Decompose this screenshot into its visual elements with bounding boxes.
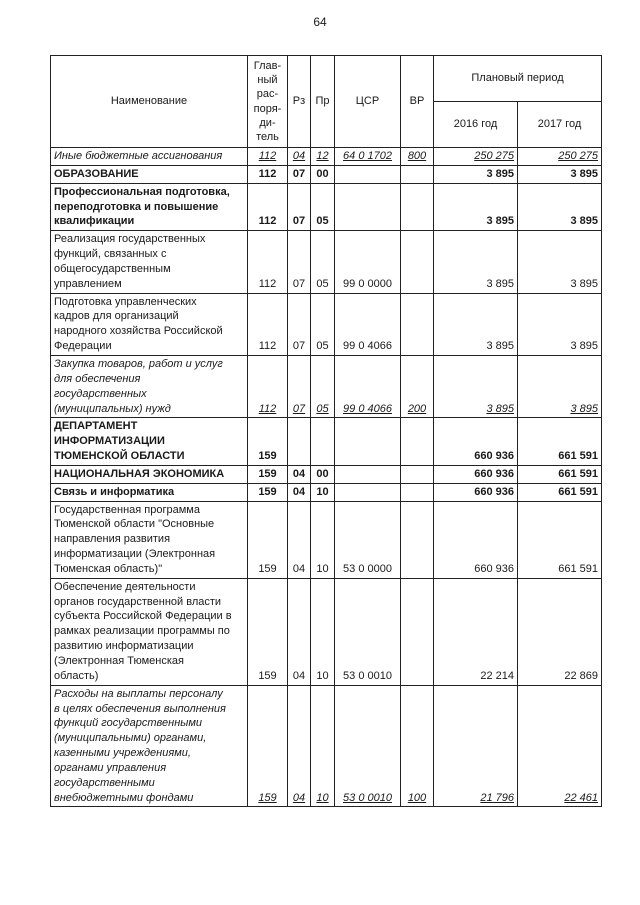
row-csr [335, 483, 401, 501]
row-name [51, 685, 248, 807]
row-rz: 04 [288, 685, 311, 807]
row-vr [401, 293, 434, 355]
row-name-line: Расходы на выплаты персоналу [54, 687, 223, 700]
row-name [51, 578, 248, 685]
row-amount-2016: 250 275 [434, 148, 518, 166]
row-pr: 05 [311, 231, 335, 293]
row-name [51, 165, 248, 183]
row-name-line: (муниципальными) органами, [54, 732, 207, 745]
row-name-line: субъекта Российской Федерации в [54, 610, 232, 623]
row-rz [288, 418, 311, 466]
row-amount-2017: 661 591 [518, 465, 602, 483]
row-csr: 99 0 0000 [335, 231, 401, 293]
row-pr: 10 [311, 578, 335, 685]
row-name-line: органов государственной власти [54, 595, 222, 608]
header-planned-period: Плановый период [434, 56, 602, 102]
row-vr [401, 183, 434, 231]
row-amount-2016: 3 895 [434, 355, 518, 417]
table-row [51, 465, 602, 483]
row-csr: 99 0 4066 [335, 293, 401, 355]
row-name-line: (муниципальных) нужд [54, 402, 171, 415]
header-admin [248, 56, 288, 148]
row-name-line: управлением [54, 277, 122, 290]
row-csr [335, 418, 401, 466]
row-vr [401, 501, 434, 578]
row-rz: 04 [288, 483, 311, 501]
row-admin: 159 [248, 685, 288, 807]
row-amount-2016: 660 936 [434, 483, 518, 501]
row-admin: 112 [248, 293, 288, 355]
row-csr: 99 0 4066 [335, 355, 401, 417]
row-rz: 04 [288, 148, 311, 166]
header-csr: ЦСР [335, 56, 401, 148]
table-row [51, 418, 602, 466]
row-name-line: информатизации (Электронная [54, 548, 216, 561]
row-vr [401, 578, 434, 685]
header-admin-line: тель [256, 131, 279, 144]
table-row [51, 355, 602, 417]
row-csr [335, 183, 401, 231]
header-admin-line: ный [257, 73, 278, 86]
row-name-line: народного хозяйства Российской [54, 325, 223, 338]
row-csr: 53 0 0000 [335, 501, 401, 578]
row-vr [401, 418, 434, 466]
table-row [51, 483, 602, 501]
row-amount-2016: 660 936 [434, 418, 518, 466]
table-row [51, 501, 602, 578]
table-row [51, 165, 602, 183]
row-amount-2016: 22 214 [434, 578, 518, 685]
header-rz: Рз [288, 56, 311, 148]
row-name-line: функций, связанных с [54, 248, 167, 261]
row-name-line: Иные бюджетные ассигнования [54, 150, 223, 162]
table-row [51, 685, 602, 807]
table-row [51, 293, 602, 355]
row-name-line: Закупка товаров, работ и услуг [54, 357, 223, 370]
row-amount-2016: 3 895 [434, 231, 518, 293]
header-year-2017: 2017 год [518, 102, 602, 148]
row-name-line: направления развития [54, 533, 171, 546]
row-amount-2016: 3 895 [434, 183, 518, 231]
row-name-line: Тюменской области "Основные [54, 518, 215, 531]
row-name [51, 501, 248, 578]
row-amount-2016: 3 895 [434, 293, 518, 355]
row-admin: 159 [248, 501, 288, 578]
row-vr [401, 465, 434, 483]
row-amount-2017: 661 591 [518, 501, 602, 578]
row-name-line: Государственная программа [54, 503, 200, 516]
row-amount-2017: 22 461 [518, 685, 602, 807]
row-admin: 159 [248, 418, 288, 466]
header-admin-line: поря- [253, 102, 282, 115]
row-name-line: казенными учреждениями, [54, 747, 191, 760]
row-rz: 04 [288, 465, 311, 483]
row-csr: 53 0 0010 [335, 578, 401, 685]
row-name-line: Подготовка управленческих [54, 295, 197, 308]
row-amount-2016: 660 936 [434, 501, 518, 578]
row-admin: 112 [248, 231, 288, 293]
row-pr: 05 [311, 293, 335, 355]
row-admin: 159 [248, 578, 288, 685]
row-name-line: общегосударственным [54, 262, 171, 275]
row-name [51, 418, 248, 466]
row-name-line: ОБРАЗОВАНИЕ [54, 167, 139, 180]
row-vr [401, 483, 434, 501]
row-pr [311, 418, 335, 466]
row-pr: 10 [311, 483, 335, 501]
row-name-line: рамках реализации программы по [54, 625, 230, 638]
row-name-line: область) [54, 669, 99, 682]
table-row [51, 148, 602, 166]
table-row [51, 183, 602, 231]
row-name [51, 465, 248, 483]
row-name [51, 148, 248, 166]
table-row [51, 231, 602, 293]
row-csr: 64 0 1702 [335, 148, 401, 166]
row-name-line: развитию информатизации [54, 640, 194, 653]
row-admin: 112 [248, 148, 288, 166]
row-admin: 112 [248, 183, 288, 231]
row-admin: 112 [248, 355, 288, 417]
row-rz: 07 [288, 165, 311, 183]
row-pr: 05 [311, 355, 335, 417]
row-name-line: органами управления [54, 761, 167, 774]
row-vr: 800 [401, 148, 434, 166]
row-name-line: (Электронная Тюменская [54, 655, 184, 667]
row-amount-2016: 3 895 [434, 165, 518, 183]
row-rz: 04 [288, 578, 311, 685]
row-name-line: Обеспечение деятельности [54, 580, 196, 593]
row-name-line: для обеспечения [54, 372, 141, 385]
row-admin: 159 [248, 465, 288, 483]
row-amount-2017: 3 895 [518, 355, 602, 417]
row-name-line: переподготовка и повышение [54, 200, 219, 213]
row-name-line: ТЮМЕНСКОЙ ОБЛАСТИ [54, 450, 185, 463]
header-name: Наименование [51, 56, 248, 148]
row-name-line: кадров для организаций [54, 310, 179, 323]
row-rz: 04 [288, 501, 311, 578]
table-body [51, 148, 602, 807]
row-pr: 10 [311, 501, 335, 578]
row-pr: 00 [311, 165, 335, 183]
table-row [51, 578, 602, 685]
row-name-line: квалификации [54, 215, 135, 228]
row-pr: 10 [311, 685, 335, 807]
row-vr: 100 [401, 685, 434, 807]
header-year-2016: 2016 год [434, 102, 518, 148]
row-name-line: НАЦИОНАЛЬНАЯ ЭКОНОМИКА [54, 467, 225, 480]
row-admin: 159 [248, 483, 288, 501]
row-name [51, 183, 248, 231]
row-name-line: государственных [54, 387, 147, 400]
header-pr: Пр [311, 56, 335, 148]
row-amount-2017: 3 895 [518, 165, 602, 183]
row-name-line: Реализация государственных [54, 233, 206, 246]
row-pr: 05 [311, 183, 335, 231]
row-amount-2016: 660 936 [434, 465, 518, 483]
row-rz: 07 [288, 183, 311, 231]
row-name [51, 293, 248, 355]
row-rz: 07 [288, 293, 311, 355]
row-name-line: ИНФОРМАТИЗАЦИИ [54, 435, 165, 448]
row-amount-2017: 250 275 [518, 148, 602, 166]
row-name-line: внебюджетными фондами [54, 791, 194, 804]
row-rz: 07 [288, 231, 311, 293]
row-csr [335, 165, 401, 183]
row-amount-2016: 21 796 [434, 685, 518, 807]
row-pr: 12 [311, 148, 335, 166]
header-admin-line: ди- [259, 116, 276, 129]
row-csr: 53 0 0010 [335, 685, 401, 807]
row-name-line: в целях обеспечения выполнения [54, 702, 226, 715]
row-csr [335, 465, 401, 483]
page-number: 64 [313, 15, 327, 29]
row-rz: 07 [288, 355, 311, 417]
header-admin-line: рас- [256, 88, 279, 101]
row-name-line: Профессиональная подготовка, [54, 185, 230, 198]
row-amount-2017: 3 895 [518, 231, 602, 293]
row-pr: 00 [311, 465, 335, 483]
row-amount-2017: 22 869 [518, 578, 602, 685]
row-name-line: Тюменская область)" [54, 562, 163, 575]
row-name [51, 355, 248, 417]
row-name [51, 231, 248, 293]
row-name-line: государственными [54, 776, 155, 789]
budget-table [50, 55, 602, 807]
row-name-line: Связь и информатика [54, 485, 175, 498]
row-amount-2017: 661 591 [518, 483, 602, 501]
row-name [51, 483, 248, 501]
row-vr: 200 [401, 355, 434, 417]
row-vr [401, 165, 434, 183]
header-vr: ВР [401, 56, 434, 148]
row-admin: 112 [248, 165, 288, 183]
header-admin-line: Глав- [253, 59, 282, 72]
row-name-line: функций государственными [54, 717, 203, 730]
row-amount-2017: 3 895 [518, 183, 602, 231]
row-name-line: ДЕПАРТАМЕНТ [54, 420, 138, 433]
row-amount-2017: 3 895 [518, 293, 602, 355]
row-amount-2017: 661 591 [518, 418, 602, 466]
row-name-line: Федерации [54, 340, 112, 353]
row-vr [401, 231, 434, 293]
